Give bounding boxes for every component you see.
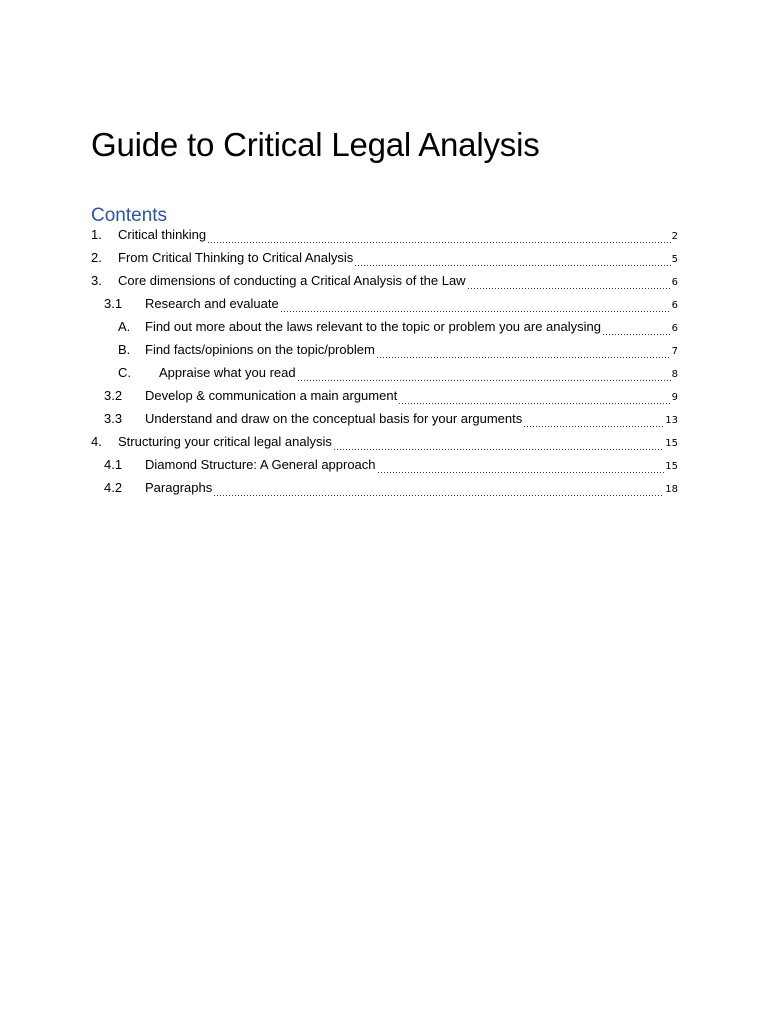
toc-page-number: 15 [665,461,678,472]
toc-entry-number: 2. [91,250,102,265]
toc-entry-title: Critical thinking [118,227,207,242]
document-title: Guide to Critical Legal Analysis [91,126,540,163]
toc-entry-title: Core dimensions of conducting a Critical Analysis of the Law [118,273,466,288]
toc-entry-title: Develop & communication a main argument [145,388,398,403]
toc-entry-title: From Critical Thinking to Critical Analysis [118,250,354,265]
toc-entry-title: Find facts/opinions on the topic/problem [145,342,375,357]
toc-entry-3-1-a[interactable] [91,319,678,342]
toc-dot-leader [207,232,670,244]
toc-entry-title: Paragraphs [145,480,213,495]
toc-page-number: 6 [671,277,678,288]
toc-page-number: 5 [671,254,678,265]
toc-dot-leader [523,416,664,428]
toc-entry-3-3[interactable] [91,411,678,434]
toc-dot-leader [398,393,670,405]
toc-entry-4[interactable] [91,434,678,457]
toc-dot-leader [297,370,671,382]
toc-entry-number: 3.1 [104,296,123,311]
toc-page-number: 7 [671,346,678,357]
toc-page-number: 15 [665,438,678,449]
toc-entry-number: C. [118,365,131,380]
toc-entry-number: 1. [91,227,102,242]
toc-dot-leader [213,485,664,497]
toc-entry-number: A. [118,319,131,334]
toc-page-number: 8 [671,369,678,380]
toc-entry-number: B. [118,342,131,357]
toc-entry-1[interactable] [91,227,678,250]
toc-entry-3-1-c[interactable] [91,365,678,388]
toc-entry-title: Appraise what you read [159,365,296,380]
toc-entry-number: 3. [91,273,102,288]
toc-entry-number: 4. [91,434,102,449]
toc-dot-leader [467,278,671,290]
toc-entry-4-1[interactable] [91,457,678,480]
toc-dot-leader [602,324,671,336]
toc-page-number: 9 [671,392,678,403]
toc-entry-2[interactable] [91,250,678,273]
toc-page-number: 13 [665,415,678,426]
toc-entry-3[interactable] [91,273,678,296]
toc-dot-leader [280,301,671,313]
toc-dot-leader [377,462,665,474]
toc-entry-number: 4.1 [104,457,123,472]
toc-entry-title: Structuring your critical legal analysis [118,434,332,449]
contents-heading: Contents [91,205,168,226]
toc-entry-number: 4.2 [104,480,123,495]
toc-entry-3-1-b[interactable] [91,342,678,365]
toc-dot-leader [333,439,664,451]
toc-dot-leader [376,347,671,359]
toc-entry-title: Understand and draw on the conceptual basis for your arguments [145,411,523,426]
toc-entry-number: 3.2 [104,388,123,403]
toc-page-number: 18 [665,484,678,495]
toc-page-number: 6 [671,323,678,334]
table-of-contents [91,227,678,503]
toc-entry-3-2[interactable] [91,388,678,411]
toc-entry-title: Find out more about the laws relevant to the topic or problem you are analysing [145,319,601,334]
toc-page-number: 2 [671,231,678,242]
toc-entry-title: Research and evaluate [145,296,279,311]
toc-entry-number: 3.3 [104,411,123,426]
toc-entry-4-2[interactable] [91,480,678,503]
toc-entry-title: Diamond Structure: A General approach [145,457,376,472]
toc-page-number: 6 [671,300,678,311]
toc-entry-3-1[interactable] [91,296,678,319]
toc-dot-leader [354,255,670,267]
